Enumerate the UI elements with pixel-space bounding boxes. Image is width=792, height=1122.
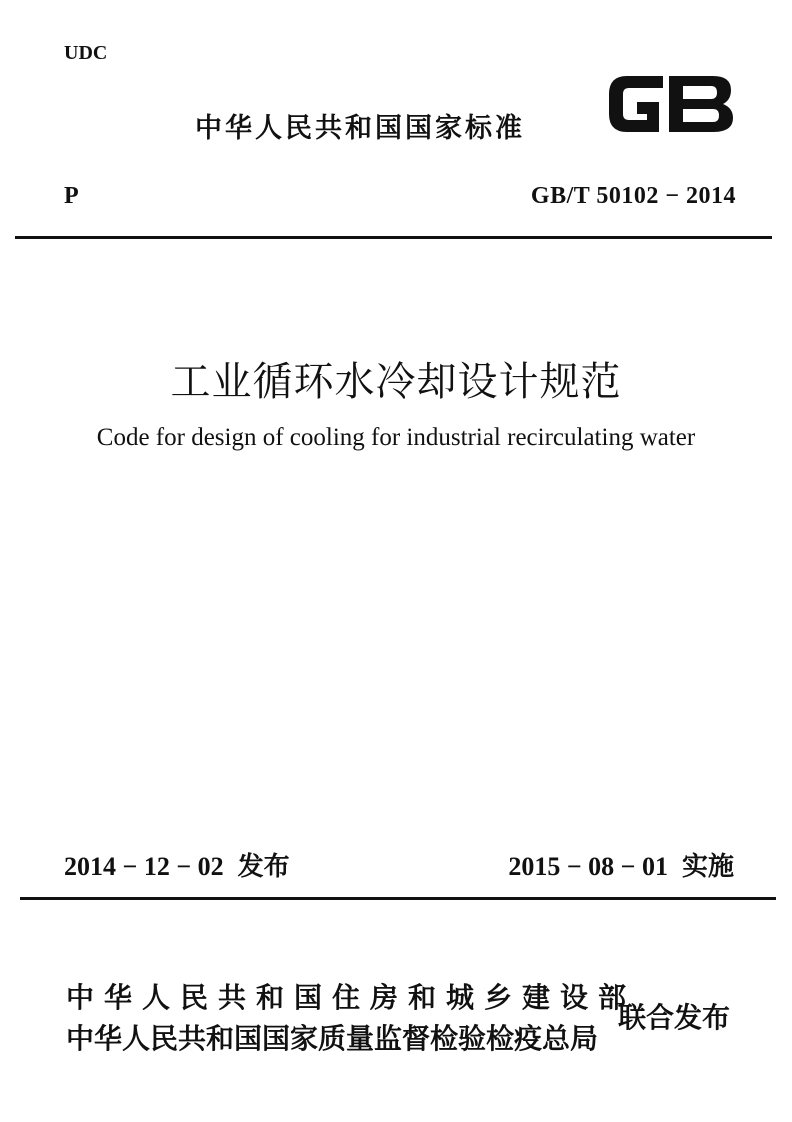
title-chinese: 工业循环水冷却设计规范 — [170, 359, 622, 405]
gb-logo — [603, 68, 737, 140]
publish-label: 发布 — [237, 852, 290, 882]
title-english: Code for design of cooling for industrial recirculating water — [96, 424, 696, 451]
issuer-ministry: 中华人民共和国住房和城乡建设部 — [66, 981, 637, 1014]
standard-code: GB/T 50102 − 2014 — [530, 183, 736, 209]
standard-name: 中华人民共和国国家标准 — [195, 113, 525, 144]
effective-date — [508, 846, 734, 883]
udc-label: UDC — [64, 42, 108, 64]
top-divider — [15, 236, 772, 239]
bottom-divider — [20, 897, 776, 900]
effective-label: 实施 — [681, 852, 734, 882]
issuer-aqsiq: 中华人民共和国国家质量监督检验检疫总局 — [66, 1022, 599, 1055]
publish-date — [64, 846, 290, 883]
effective-date-value: 2015 − 08 − 01 — [508, 852, 668, 881]
publish-date-value: 2014 − 12 − 02 — [64, 852, 224, 881]
classification-code: P — [64, 183, 79, 209]
joint-issue-label: 联合发布 — [618, 1001, 731, 1034]
